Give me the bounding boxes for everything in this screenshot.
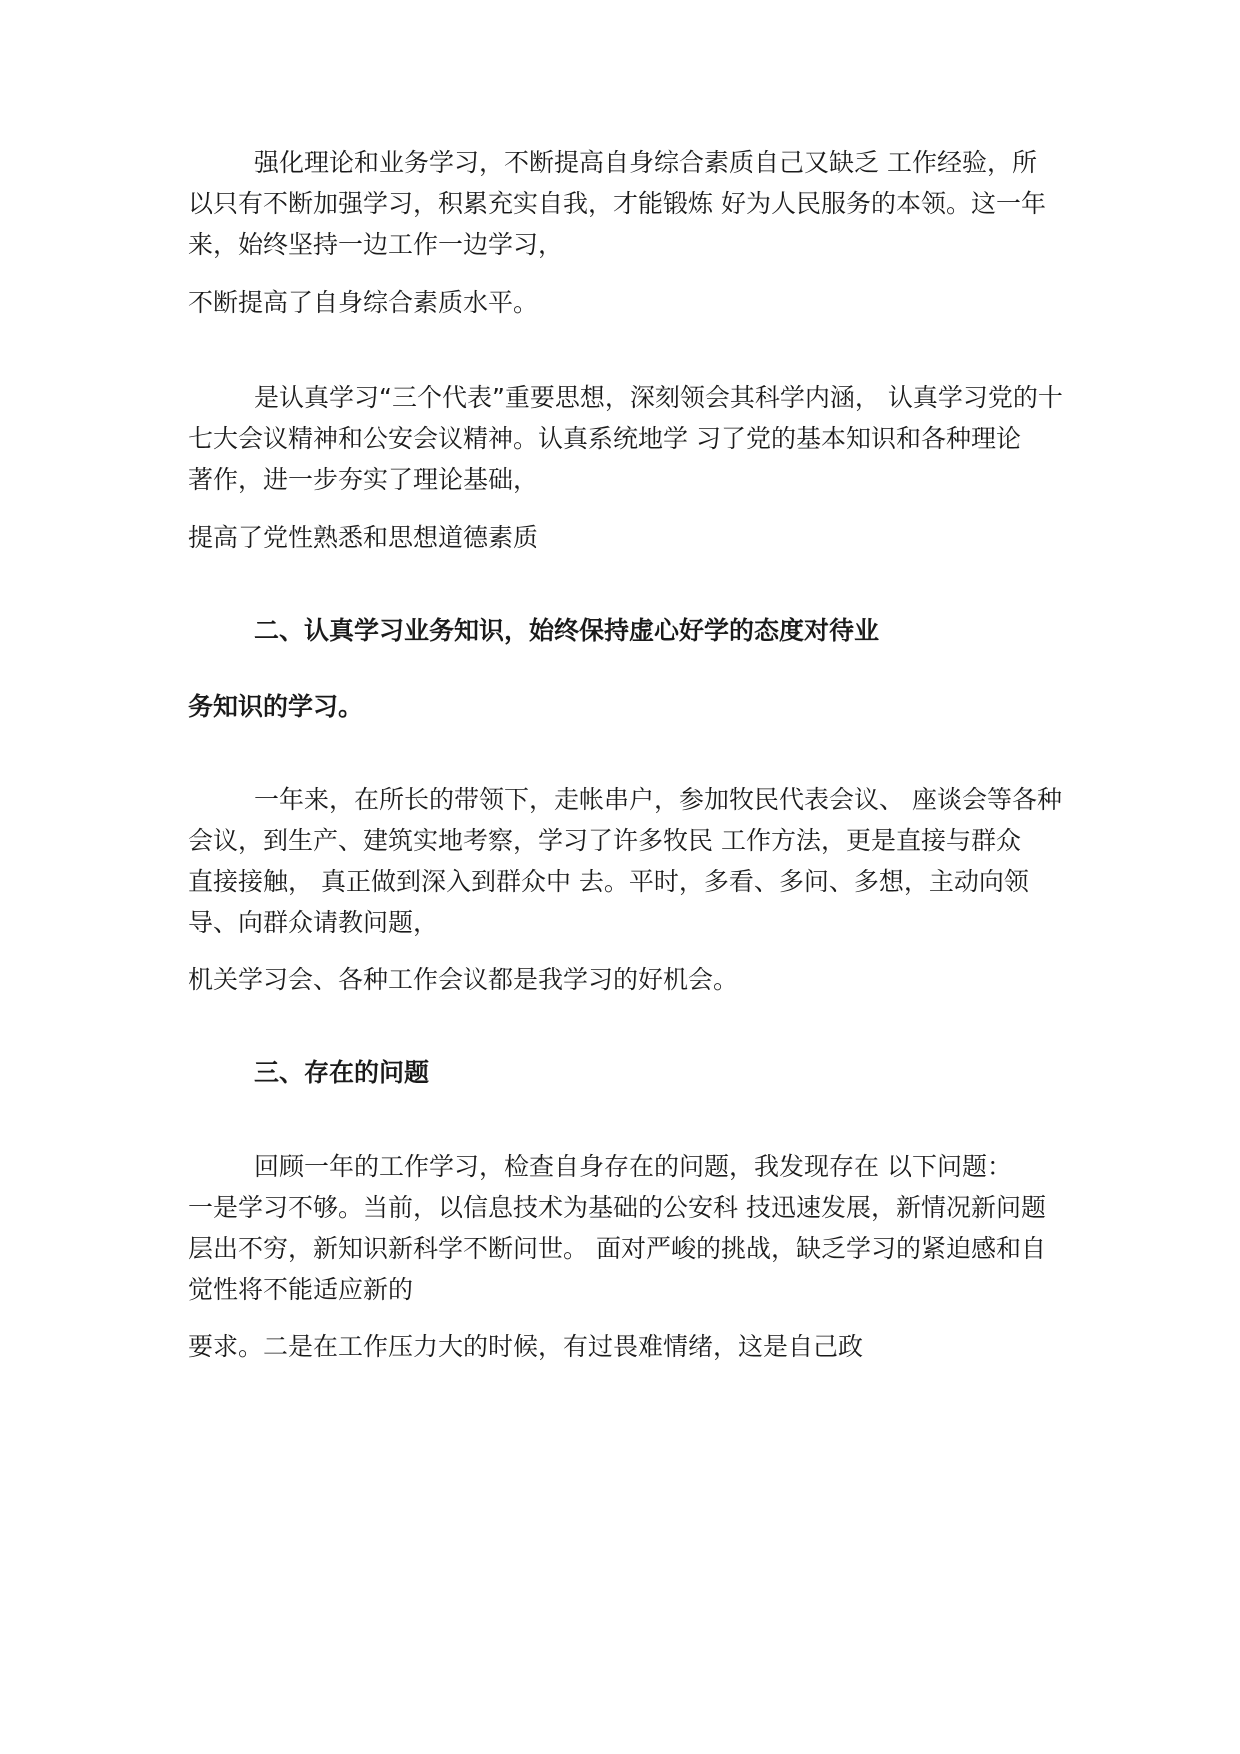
text-line: 著作，进一步夯实了理论基础，: [188, 465, 539, 494]
heading-line: 务知识的学习。: [188, 692, 364, 721]
text-line: 会议，到生产、建筑实地考察，学习了许多牧民 工作方法，更是直接与群众: [188, 826, 1021, 855]
text-line: 回顾一年的工作学习，检查自身存在的问题，我发现存在 以下问题：: [254, 1152, 1012, 1181]
text-line: 要求。二是在工作压力大的时候，有过畏难情绪，这是自己政: [188, 1332, 864, 1361]
text-line: 一是学习不够。当前，以信息技术为基础的公安科 技迅速发展，新情况新问题: [188, 1193, 1046, 1222]
text-line: 觉性将不能适应新的: [188, 1275, 414, 1304]
text-line: 不断提高了自身综合素质水平。: [188, 288, 539, 317]
heading-line: 三、存在的问题: [254, 1058, 430, 1087]
text-line: 以只有不断加强学习，积累充实自我，才能锻炼 好为人民服务的本领。这一年: [188, 189, 1046, 218]
text-line: 直接接触， 真正做到深入到群众中 去。平时，多看、多问、多想，主动向领: [188, 867, 1029, 896]
text-line: 层出不穷，新知识新科学不断问世。 面对严峻的挑战，缺乏学习的紧迫感和自: [188, 1234, 1046, 1263]
text-line: 提高了党性熟悉和思想道德素质: [188, 523, 539, 552]
text-line: 是认真学习“三个代表”重要思想，深刻领会其科学内涵， 认真学习党的十: [254, 383, 1063, 412]
heading-line: 二、认真学习业务知识，始终保持虚心好学的态度对待业: [254, 616, 880, 645]
text-line: 七大会议精神和公安会议精神。认真系统地学 习了党的基本知识和各种理论: [188, 424, 1021, 453]
text-line: 导、向群众请教问题，: [188, 908, 439, 937]
text-line: 一年来，在所长的带领下，走帐串户，参加牧民代表会议、 座谈会等各种: [254, 785, 1062, 814]
text-line: 强化理论和业务学习，不断提高自身综合素质自己又缺乏 工作经验，所: [254, 148, 1037, 177]
text-line: 机关学习会、各种工作会议都是我学习的好机会。: [188, 965, 739, 994]
text-line: 来，始终坚持一边工作一边学习，: [188, 230, 564, 259]
